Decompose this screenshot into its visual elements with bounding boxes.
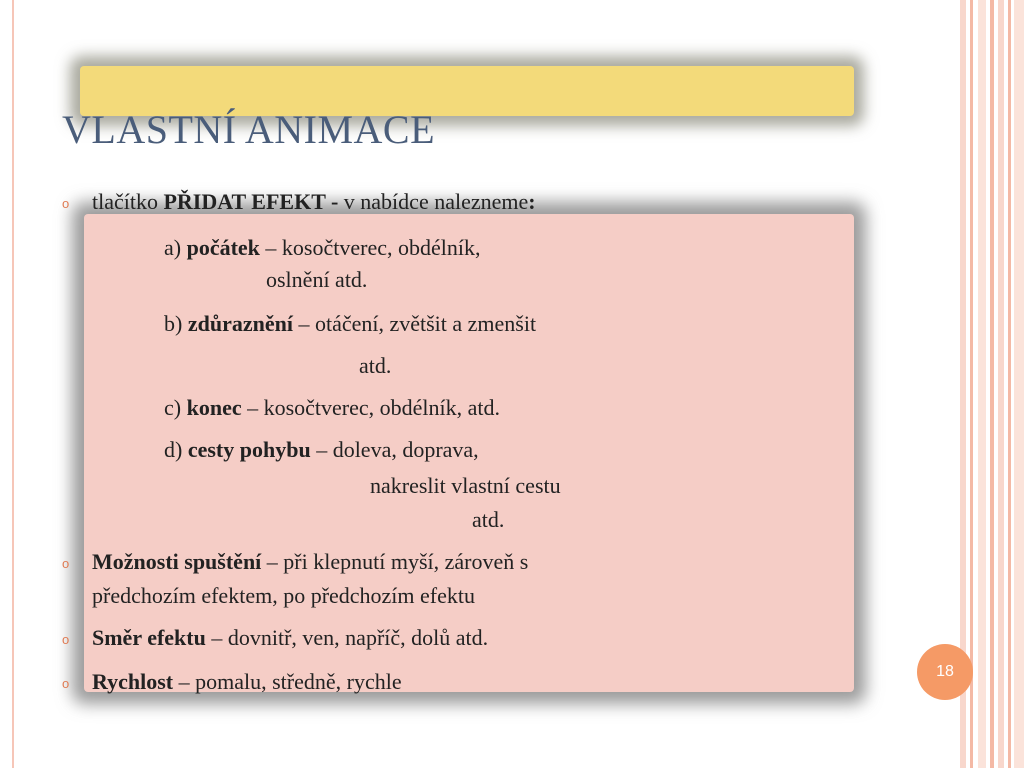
bullet-marker: o (62, 676, 70, 691)
page-number-badge: 18 (917, 644, 973, 700)
sub-item-motion-paths: d) cesty pohybu – doleva, doprava, (164, 437, 479, 462)
bullet-marker: o (62, 632, 70, 647)
sub-item-emphasis-continued: atd. (359, 353, 392, 378)
slide-title: VLASTNÍ ANIMACE (62, 107, 436, 152)
bullet-item-effect-direction: Směr efektu – dovnitř, ven, napříč, dolů atd. (92, 625, 489, 650)
bullet-marker: o (62, 556, 70, 571)
bullet-item-speed: Rychlost – pomalu, středně, rychle (92, 669, 402, 694)
sub-item-motion-paths-continued-2: atd. (472, 507, 505, 532)
bullet-item-add-effect: tlačítko PŘIDAT EFEKT - v nabídce nalezneme: (92, 189, 536, 214)
sub-item-end: c) konec – kosočtverec, obdélník, atd. (164, 395, 501, 420)
bullet-item-start-options: Možnosti spuštění – při klepnutí myší, zároveň s (92, 549, 529, 574)
sub-item-start: a) počátek – kosočtverec, obdélník, (164, 235, 481, 260)
sub-item-start-continued: oslnění atd. (266, 267, 368, 292)
sub-item-motion-paths-continued: nakreslit vlastní cestu (370, 473, 561, 498)
sub-item-emphasis: b) zdůraznění – otáčení, zvětšit a zmenšit (164, 311, 537, 336)
bullet-item-start-options-continued: předchozím efektem, po předchozím efektu (92, 583, 476, 608)
bullet-marker: o (62, 196, 70, 211)
